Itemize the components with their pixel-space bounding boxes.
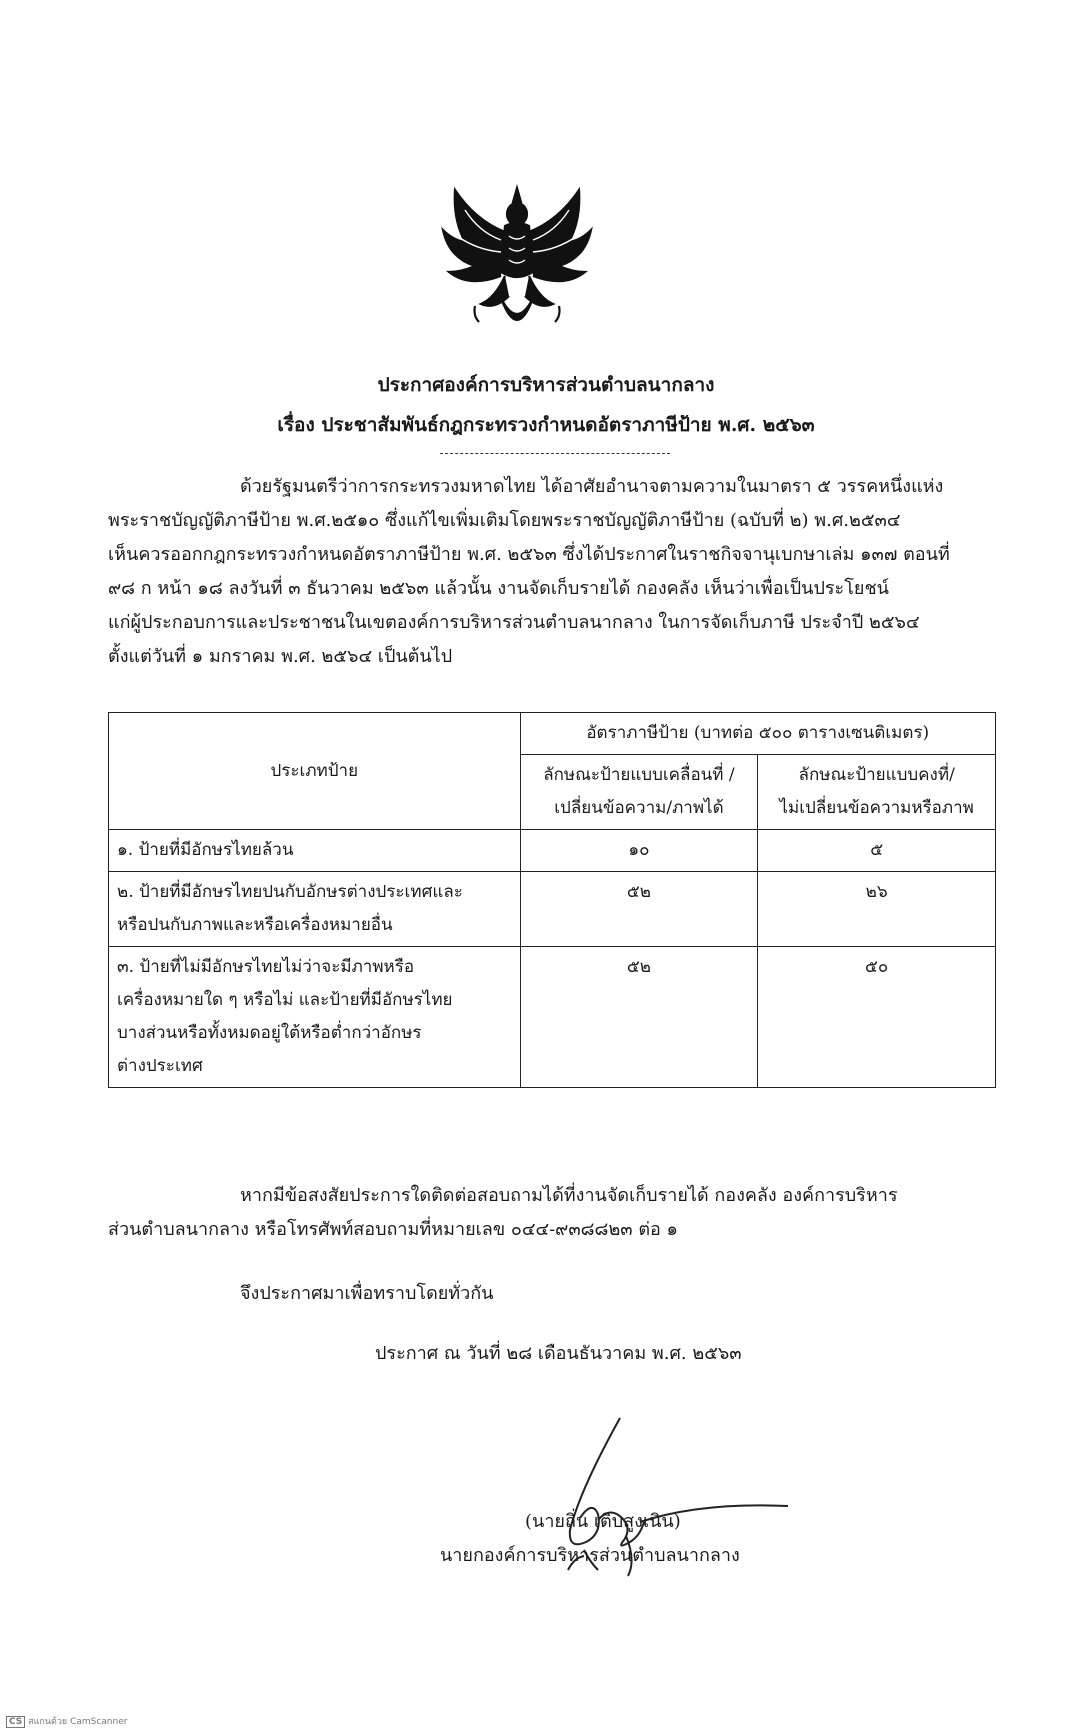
sign-type-cell bbox=[109, 947, 521, 1088]
body-line-6: ตั้งแต่วันที่ ๑ มกราคม พ.ศ. ๒๕๖๔ เป็นต้นไป bbox=[108, 646, 453, 667]
body-line-3: เห็นควรออกกฎกระทรวงกำหนดอัตราภาษีป้าย พ.ศ. ๒๕๖๓ ซึ่งได้ประกาศในราชกิจจานุเบกษาเล่ม ๑๓๗ ตอนที่ bbox=[108, 544, 950, 565]
fixed-rate-cell: ๕๐ bbox=[758, 947, 996, 1088]
table-header-row bbox=[109, 713, 996, 755]
scanner-watermark bbox=[6, 1714, 127, 1728]
table-row bbox=[109, 872, 996, 947]
signer-name: (นายถิ่น เติบสูงเนิน) bbox=[525, 1511, 681, 1532]
date-line: ประกาศ ณ วันที่ ๒๘ เดือนธันวาคม พ.ศ. ๒๕๖๓ bbox=[375, 1343, 742, 1364]
title-divider bbox=[440, 453, 670, 454]
body-line-1: ด้วยรัฐมนตรีว่าการกระทรวงมหาดไทย ได้อาศัยอำนาจตามความในมาตรา ๕ วรรคหนึ่งแห่ง bbox=[240, 476, 944, 497]
announcement-subject: เรื่อง ประชาสัมพันธ์กฎกระทรวงกำหนดอัตราภาษีป้าย พ.ศ. ๒๕๖๓ bbox=[277, 414, 815, 436]
body-line-4: ๙๘ ก หน้า ๑๘ ลงวันที่ ๓ ธันวาคม ๒๕๖๓ แล้วนั้น งานจัดเก็บรายได้ กองคลัง เห็นว่าเพื่อเป็นประโยชน์ bbox=[108, 578, 889, 599]
sign-type-line: เครื่องหมายใด ๆ หรือไม่ และป้ายที่มีอักษรไทย bbox=[117, 990, 453, 1010]
sign-tax-rate-table bbox=[108, 712, 996, 1088]
sign-type-line: ๑. ป้ายที่มีอักษรไทยล้วน bbox=[117, 840, 294, 860]
moving-rate-cell: ๕๒ bbox=[520, 872, 758, 947]
fixed-sign-header bbox=[758, 755, 996, 830]
announcement-title: ประกาศองค์การบริหารส่วนตำบลนากลาง bbox=[377, 374, 715, 396]
sign-type-line: ๓. ป้ายที่ไม่มีอักษรไทยไม่ว่าจะมีภาพหรือ bbox=[117, 957, 415, 977]
contact-line-1: หากมีข้อสงสัยประการใดติดต่อสอบถามได้ที่งานจัดเก็บรายได้ กองคลัง องค์การบริหาร bbox=[240, 1185, 898, 1206]
contact-line-2: ส่วนตำบลนากลาง หรือโทรศัพท์สอบถามที่หมายเลข ๐๔๔-๙๓๘๘๒๓ ต่อ ๑ bbox=[108, 1219, 678, 1240]
body-line-5: แก่ผู้ประกอบการและประชาชนในเขตองค์การบริหารส่วนตำบลนากลาง ในการจัดเก็บภาษี ประจำปี ๒๕๖๔ bbox=[108, 612, 920, 633]
camscanner-text: สแกนด้วย CamScanner bbox=[28, 1717, 128, 1727]
sign-type-line: บางส่วนหรือทั้งหมดอยู่ใต้หรือต่ำกว่าอักษร bbox=[117, 1023, 422, 1043]
fixed-sign-header-line-2: ไม่เปลี่ยนข้อความหรือภาพ bbox=[779, 798, 974, 818]
signer-position: นายกองค์การบริหารส่วนตำบลนากลาง bbox=[440, 1545, 740, 1566]
sign-type-cell bbox=[109, 872, 521, 947]
fixed-rate-cell: ๒๖ bbox=[758, 872, 996, 947]
sign-type-line: ๒. ป้ายที่มีอักษรไทยปนกับอักษรต่างประเทศและ bbox=[117, 882, 463, 902]
body-line-2: พระราชบัญญัติภาษีป้าย พ.ศ.๒๕๑๐ ซึ่งแก้ไขเพิ่มเติมโดยพระราชบัญญัติภาษีป้าย (ฉบับที่ ๒) พ.ศ.๒๕๓๔ bbox=[108, 510, 901, 531]
sign-type-line: ต่างประเทศ bbox=[117, 1056, 203, 1076]
moving-sign-header-line-1: ลักษณะป้ายแบบเคลื่อนที่ / bbox=[543, 765, 735, 785]
moving-sign-header-line-2: เปลี่ยนข้อความ/ภาพได้ bbox=[554, 798, 724, 818]
rate-column-header: อัตราภาษีป้าย (บาทต่อ ๕๐๐ ตารางเซนติเมตร) bbox=[520, 713, 995, 755]
announce-line: จึงประกาศมาเพื่อทราบโดยทั่วกัน bbox=[240, 1283, 494, 1304]
camscanner-badge-icon: CS bbox=[6, 1716, 25, 1728]
fixed-rate-cell: ๕ bbox=[758, 830, 996, 872]
type-column-header: ประเภทป้าย bbox=[109, 713, 521, 830]
garuda-emblem-icon bbox=[435, 180, 600, 340]
moving-rate-cell: ๕๒ bbox=[520, 947, 758, 1088]
moving-rate-cell: ๑๐ bbox=[520, 830, 758, 872]
fixed-sign-header-line-1: ลักษณะป้ายแบบคงที่/ bbox=[798, 765, 955, 785]
table-row bbox=[109, 947, 996, 1088]
sign-type-cell bbox=[109, 830, 521, 872]
sign-type-line: หรือปนกับภาพและหรือเครื่องหมายอื่น bbox=[117, 915, 393, 935]
table-row bbox=[109, 830, 996, 872]
moving-sign-header bbox=[520, 755, 758, 830]
